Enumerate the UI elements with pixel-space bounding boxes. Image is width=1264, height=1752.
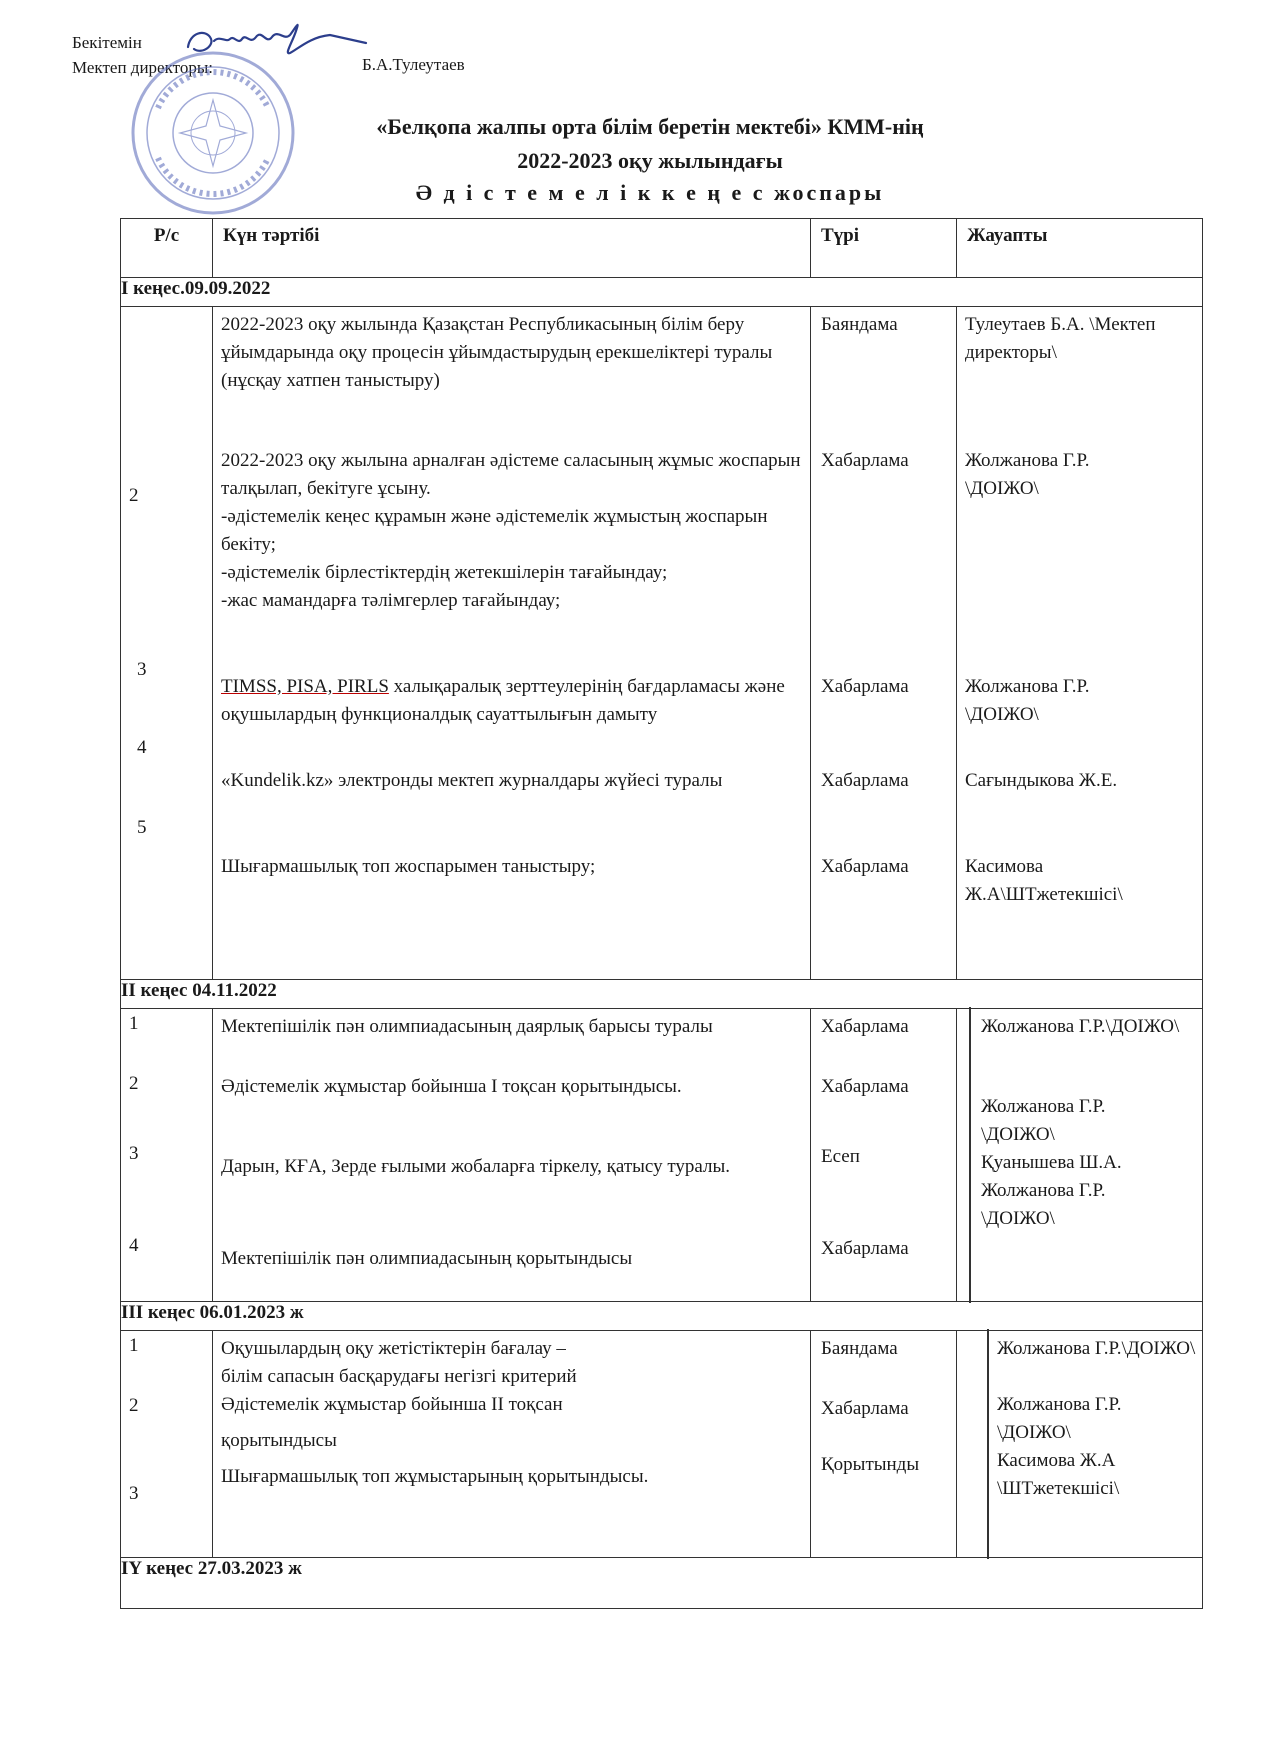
section-heading-row xyxy=(121,1302,1203,1331)
topic-text: Мектепішілік пән олимпиадасының даярлық барысы туралы xyxy=(221,1016,713,1037)
topic-text: Дарын, КҒА, Зерде ғылыми жобаларға тіркелу, қатысу туралы. xyxy=(221,1156,730,1177)
topic-text: Шығармашылық топ жоспарымен таныстыру; xyxy=(221,856,596,877)
topic-text: TIMSS, PISA, PIRLS халықаралық зерттеулерінің бағдарламасы және оқушылардың функционалдық сауаттылығын дамыту xyxy=(221,676,785,725)
section-2-responsible xyxy=(957,1009,1203,1302)
row-number: 1 xyxy=(129,1013,139,1034)
section-2-types xyxy=(811,1009,957,1302)
type-text: Баяндама xyxy=(821,314,898,335)
director-name: Б.А.Тулеутаев xyxy=(362,55,465,74)
responsible-text: Жолжанова Г.Р. \ДОІЖО\ xyxy=(997,1394,1122,1443)
section-3-types xyxy=(811,1331,957,1558)
responsible-text: Касимова Ж.А\ШТжетекшісі\ xyxy=(965,856,1123,905)
column-divider xyxy=(987,1329,989,1559)
type-text: Хабарлама xyxy=(821,676,909,697)
section-2-numbers xyxy=(121,1009,213,1302)
section-heading-row xyxy=(121,278,1203,307)
topic-text: Шығармашылық топ жұмыстарының қорытындысы. xyxy=(221,1466,649,1487)
section-2-topics xyxy=(213,1009,811,1302)
row-number: 3 xyxy=(129,1483,139,1504)
responsible-text: Жолжанова Г.Р. \ДОІЖО\ xyxy=(981,1096,1106,1145)
section-1-row xyxy=(121,307,1203,980)
section-heading-row xyxy=(121,1558,1203,1609)
type-text: Хабарлама xyxy=(821,1016,909,1037)
section-3-responsible xyxy=(957,1331,1203,1558)
column-divider xyxy=(969,1007,971,1303)
header-row xyxy=(121,219,1203,278)
header-number: Р/с xyxy=(121,219,213,278)
section-3-numbers xyxy=(121,1331,213,1558)
type-text: Хабарлама xyxy=(821,450,909,471)
header-agenda: Күн тәртібі xyxy=(213,219,811,278)
header-type: Түрі xyxy=(811,219,957,278)
section-1-types xyxy=(811,307,957,980)
section-3-row xyxy=(121,1331,1203,1558)
row-number: 2 xyxy=(129,485,139,506)
section-2-heading: II кеңес 04.11.2022 xyxy=(121,980,1203,1009)
type-text: Хабарлама xyxy=(821,1076,909,1097)
topic-subitem: -жас мамандарға тәлімгерлер тағайындау; xyxy=(221,590,561,611)
type-text: Қорытынды xyxy=(821,1454,920,1475)
row-number: 3 xyxy=(129,1143,139,1164)
topic-subitem: -әдістемелік кеңес құрамын және әдістемелік жұмыстың жоспарын бекіту; xyxy=(221,506,768,555)
section-3-heading: III кеңес 06.01.2023 ж xyxy=(121,1302,1203,1331)
topic-main: 2022-2023 оқу жылына арналған әдістеме саласының жұмыс жоспарын талқылап, бекітуге ұсыну. xyxy=(221,450,801,499)
responsible-text: Жолжанова Г.Р.\ДОІЖО\ xyxy=(981,1016,1180,1037)
responsible-text: Жолжанова Г.Р. \ДОІЖО\ xyxy=(981,1180,1106,1229)
row-number: 3 xyxy=(137,659,147,680)
topic-text: «Kundelik.kz» электронды мектеп журналдары жүйесі туралы xyxy=(221,770,723,791)
row-number: 1 xyxy=(129,1335,139,1356)
topic-text: Мектепішілік пән олимпиадасының қорытындысы xyxy=(221,1248,633,1269)
approve-label: Бекітемін xyxy=(72,33,142,52)
type-text: Хабарлама xyxy=(821,770,909,791)
title-line-3: Ә д і с т е м е л і к к е ң е с жоспары xyxy=(415,180,885,205)
topic-text: Оқушылардың оқу жетістіктерін бағалау – xyxy=(221,1338,566,1359)
topic-text: қорытындысы xyxy=(221,1430,337,1451)
responsible-text: Сағындыкова Ж.Е. xyxy=(965,770,1118,791)
topic-text xyxy=(221,447,805,615)
row-number: 5 xyxy=(137,817,147,838)
responsible-text: Касимова Ж.А \ШТжетекшісі\ xyxy=(997,1450,1120,1499)
plan-table xyxy=(120,218,1203,1609)
section-1-heading: I кеңес.09.09.2022 xyxy=(121,278,1203,307)
director-label: Мектеп директоры: xyxy=(72,58,213,77)
responsible-text: Жолжанова Г.Р. \ДОІЖО\ xyxy=(965,676,1090,725)
section-2-row xyxy=(121,1009,1203,1302)
section-4-heading: IY кеңес 27.03.2023 ж xyxy=(121,1558,1203,1609)
section-1-topics xyxy=(213,307,811,980)
header-responsible: Жауапты xyxy=(957,219,1203,278)
type-text: Есеп xyxy=(821,1146,860,1167)
responsible-text: Жолжанова Г.Р. \ДОІЖО\ xyxy=(965,450,1090,499)
row-number: 2 xyxy=(129,1395,139,1416)
topic-text: Әдістемелік жұмыстар бойынша ІІ тоқсан xyxy=(221,1394,563,1415)
title-line-2: 2022-2023 оқу жылындағы xyxy=(517,148,783,173)
topic-text: 2022-2023 оқу жылында Қазақстан Республикасының білім беру ұйымдарында оқу процесін ұйымдастырудың ерекшеліктері туралы (нұсқау хатпен таныстыру) xyxy=(221,314,773,391)
topic-text: білім сапасын басқарудағы негізгі критерий xyxy=(221,1366,577,1387)
responsible-text: Жолжанова Г.Р.\ДОІЖО\ xyxy=(997,1338,1196,1359)
type-text: Хабарлама xyxy=(821,1398,909,1419)
row-number: 4 xyxy=(129,1235,139,1256)
responsible-text: Қуанышева Ш.А. xyxy=(981,1152,1122,1173)
section-1-numbers xyxy=(121,307,213,980)
responsible-text: Тулеутаев Б.А. \Мектеп директоры\ xyxy=(965,314,1156,363)
type-text: Хабарлама xyxy=(821,1238,909,1259)
topic-subitem: -әдістемелік бірлестіктердің жетекшілерін тағайындау; xyxy=(221,562,668,583)
type-text: Хабарлама xyxy=(821,856,909,877)
section-heading-row xyxy=(121,980,1203,1009)
topic-link-text: TIMSS, PISA, PIRLS xyxy=(221,676,389,697)
type-text: Баяндама xyxy=(821,1338,898,1359)
title-line-1: «Белқопа жалпы орта білім беретін мектебі» КММ-нің xyxy=(376,114,924,139)
topic-text: Әдістемелік жұмыстар бойынша І тоқсан қорытындысы. xyxy=(221,1076,682,1097)
section-3-topics xyxy=(213,1331,811,1558)
row-number: 4 xyxy=(137,737,147,758)
section-1-responsible xyxy=(957,307,1203,980)
row-number: 2 xyxy=(129,1073,139,1094)
